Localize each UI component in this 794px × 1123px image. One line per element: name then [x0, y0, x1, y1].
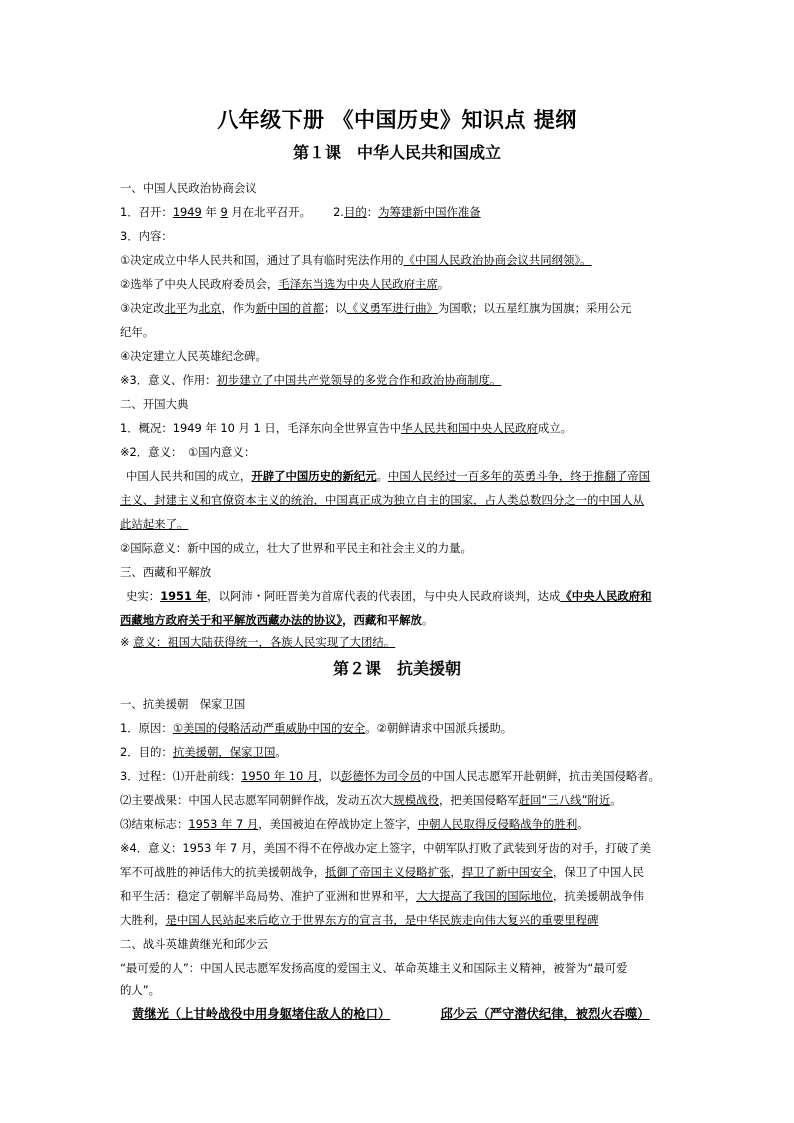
- text-line: 纪年。: [120, 325, 155, 339]
- text-line: 1．召开：1949 年 9 月在北平召开。 2.目的：为筹建新中国作准备: [120, 205, 481, 219]
- text-line: ※4．意义：1953 年 7 月，美国不得不在停战办定上签字，中朝军队打败了武装到牙齿的对手，打破了美: [120, 841, 651, 855]
- text-line: 西藏地方政府关于和平解放西藏办法的协议》，西藏和平解放。: [120, 613, 434, 627]
- section-heading: 一、中国人民政治协商会议: [120, 181, 257, 195]
- text-line: “最可爱的人”：中国人民志愿军发扬高度的爱国主义、革命英雄主义和国际主义精神，被誉为“最可爱: [120, 961, 628, 975]
- lesson-2-heading: 第２课 抗美援朝: [332, 659, 461, 678]
- section-heading: 二、战斗英雄黄继光和邱少云: [120, 937, 269, 951]
- text-line: 2．目的：抗美援朝，保家卫国。: [120, 745, 287, 759]
- text-line: 1．原因：①美国的侵略活动严重威胁中国的安全。②朝鲜请求中国派兵援助。: [120, 721, 513, 735]
- text-line: ⑶结束标志：1953 年 7 月，美国被迫在停战协定上签字，中朝人民取得反侵略战争的胜利。: [120, 817, 589, 831]
- text-line: 3．过程：⑴开赴前线：1950 年 10 月，以彭德怀为司令员的中国人民志愿军开赴朝鲜，抗击美国侵略者。: [120, 769, 661, 783]
- text-line: 此站起来了。: [120, 517, 189, 531]
- text-line: 3．内容：: [120, 229, 173, 243]
- hero-qiu-shaoyun: 邱少云（严守潜伏纪律，被烈火吞噬）: [440, 1007, 650, 1021]
- text-line: 的人”。: [120, 983, 161, 997]
- text-line: ⑵主要战果：中国人民志愿军同朝鲜作战，发动五次大规模战役，把美国侵略军赶回“三八线”附近。: [120, 793, 622, 807]
- hero-huang-jiguang: 黄继光（上甘岭战役中用身躯堵住敌人的枪口）: [132, 1007, 391, 1021]
- text-line: ④决定建立人民英雄纪念碑。: [120, 349, 267, 363]
- text-line: ②国际意义：新中国的成立，壮大了世界和平民主和社会主义的力量。: [120, 541, 472, 555]
- lesson-1-heading: 第１课 中华人民共和国成立: [292, 143, 501, 162]
- section-heading: 三、西藏和平解放: [120, 565, 212, 579]
- section-heading: 二、开国大典: [120, 397, 189, 411]
- text-line: 中国人民共和国的成立，开辟了中国历史的新纪元。中国人民经过一百多年的英勇斗争，终于推翻了帝国: [126, 469, 651, 483]
- heroes-line: [132, 1004, 650, 1022]
- text-line: ※ 意义：祖国大陆获得统一，各族人民实现了大团结。: [120, 635, 396, 649]
- text-line: 1．概况：1949 年 10 月 1 日，毛泽东向全世界宣告中华人民共和国中央人民政府成立。: [120, 421, 573, 435]
- text-line: 史实：1951 年，以阿沛・阿旺晋美为首席代表的代表团，与中央人民政府谈判，达成《中央人民政府和: [126, 589, 652, 603]
- text-line: ①决定成立中华人民共和国，通过了具有临时宪法作用的《中国人民政治协商会议共同纲领》。: [120, 253, 592, 267]
- document-title: 八年级下册 《中国历史》知识点 提纲: [217, 107, 577, 132]
- text-line: 和平生活：稳定了朝解半岛局势、准护了亚洲和世界和平，大大提高了我国的国际地位，抗美援朝战争伟: [120, 889, 645, 903]
- text-line: ③决定改北平为北京，作为新中国的首都；以《义勇军进行曲》为国歌；以五星红旗为国旗；采用公元: [120, 301, 632, 315]
- text-line: 军不可战胜的神话伟大的抗美援朝战争，抵御了帝国主义侵略扩张，捍卫了新中国安全，保卫了中国人民: [120, 865, 645, 879]
- text-line: ②选举了中央人民政府委员会，毛泽东当选为中央人民政府主席。: [120, 277, 450, 291]
- text-line: 大胜利，是中国人民站起来后屹立于世界东方的宣言书，是中华民族走向伟大复兴的重要里程碑: [120, 913, 599, 927]
- text-line: 主义、封建主义和官僚资本主义的统治，中国真正成为独立自主的国家，占人类总数四分之一的中国人从: [120, 493, 644, 507]
- text-line: ※2．意义： ①国内意义：: [120, 445, 256, 459]
- section-heading: 一、抗美援朝 保家卫国: [120, 697, 246, 711]
- text-line: ※3．意义、作用：初步建立了中国共产党领导的多党合作和政治协商制度。: [120, 373, 502, 387]
